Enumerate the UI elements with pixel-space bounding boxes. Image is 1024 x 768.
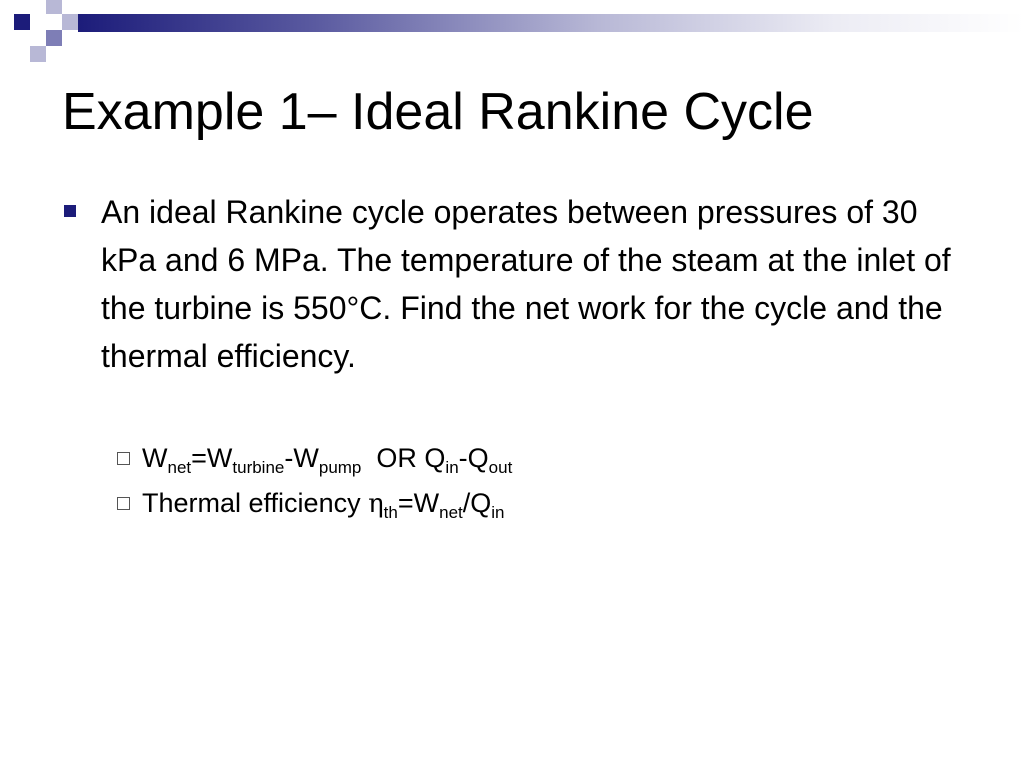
equals-w: =W	[397, 488, 440, 518]
subscript: th	[383, 503, 398, 522]
equals-w: =W	[191, 443, 233, 473]
subscript: in	[491, 503, 505, 522]
sub-bullet-efficiency	[117, 485, 505, 522]
minus-w: -W	[284, 443, 319, 473]
net-work-symbol: W	[142, 443, 168, 473]
bullet-text: An ideal Rankine cycle operates between pressures of 30 kPa and 6 MPa. The temperature of the steam at the inlet of the turbine is 550°C. Find the net work for the cycle and the thermal efficiency.	[101, 194, 951, 374]
sub-bullet-net-work	[117, 440, 512, 476]
efficiency-label: Thermal efficiency	[142, 488, 369, 518]
subscript: in	[445, 458, 459, 477]
decor-square-dark	[14, 14, 30, 30]
decor-square-light	[62, 14, 78, 30]
slide-title: Example 1– Ideal Rankine Cycle	[62, 83, 814, 141]
subscript: net	[167, 458, 192, 477]
minus-q: -Q	[458, 443, 489, 473]
decor-square-light	[46, 0, 62, 14]
or-q: OR Q	[376, 443, 446, 473]
header-gradient-bar	[78, 14, 1024, 32]
subscript: turbine	[232, 458, 285, 477]
subscript: net	[439, 503, 463, 522]
decor-square-light	[30, 46, 46, 62]
decor-square-mid	[46, 30, 62, 46]
slash-q: /Q	[462, 488, 492, 518]
hollow-square-bullet-icon	[117, 452, 130, 465]
hollow-square-bullet-icon	[117, 497, 130, 510]
subscript: out	[488, 458, 513, 477]
square-bullet-icon	[64, 205, 76, 217]
subscript: pump	[318, 458, 362, 477]
eta-symbol: η	[368, 489, 384, 519]
